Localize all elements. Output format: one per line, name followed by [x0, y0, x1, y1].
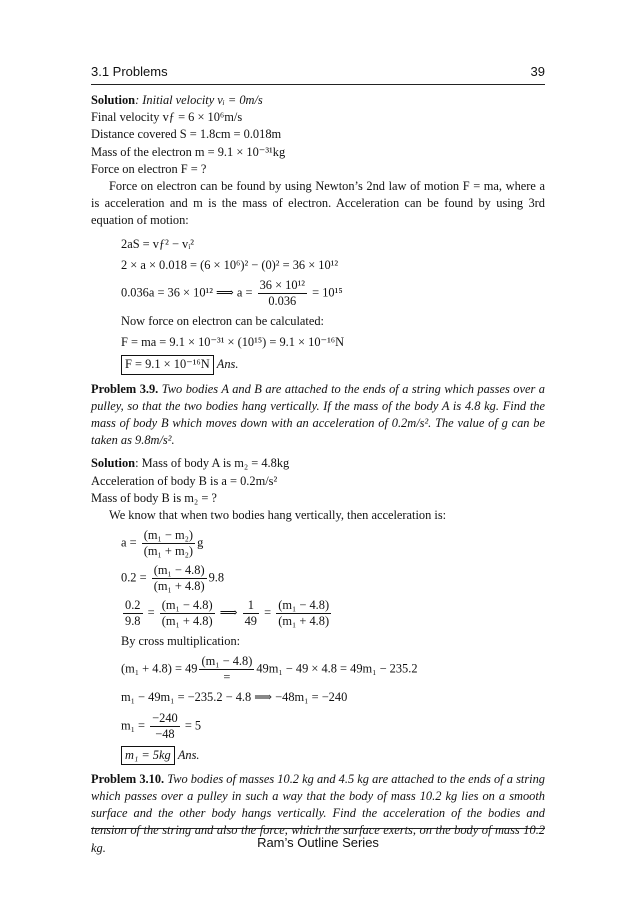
problem-3-9: Problem 3.9. Two bodies A and B are attached to the ends of a string which passes over a pulley, so that the two bodies hang vertically. If the mass of the body A is 4.8 kg. Find the mass of body B which moves down with an acceleration of 0.2m/s². The value of g can be taken as 9.8m/s².: [91, 381, 545, 448]
equation-6: a = $\frac{\text{(m₁ − m₂)}}{\text{(m₁ + m₂)}}$ g: [121, 528, 204, 559]
equation-11: m₁ − 49m₁ = −235.2 − 4.8 ⟹ −48m₁ = −240: [121, 690, 348, 705]
page-content: [91, 92, 545, 857]
solution-1-paragraph: Force on electron can be found by using Newton’s 2nd law of motion F = ma, where a is acceleration and m is the mass of electron. Acceleration can be found by using 3rd equation of motion:: [91, 179, 545, 228]
answer-box: F = 9.1 × 10⁻¹⁶N: [121, 355, 214, 374]
answer-1: F = 9.1 × 10⁻¹⁶N Ans.: [91, 355, 545, 374]
equation-12: m₁ = $\frac{-240}{-48}$ = 5: [121, 710, 202, 741]
section-title: 3.1 Problems: [91, 64, 168, 79]
solution-2-line-3: Mass of body B is m₂ = ?: [91, 490, 217, 505]
equation-7: 0.2 = $\frac{\text{(m₁ − 4.8)}}{\text{(m₁ + 4.8)}}$ 9.8: [121, 563, 225, 594]
solution-1-line-1: Solution: Initial velocity vᵢ = 0m/s: [91, 93, 263, 107]
solution-2-line-2: Acceleration of body B is a = 0.2m/s²: [91, 473, 278, 488]
solution-1-line-4: Mass of the electron m = 9.1 × 10⁻³¹kg: [91, 144, 286, 159]
solution-1-line-2: Final velocity vƒ = 6 × 10⁶m/s: [91, 110, 243, 125]
answer-2: m₁ = 5kg Ans.: [91, 746, 545, 765]
problem-3-10: Problem 3.10. Two bodies of masses 10.2 kg and 4.5 kg are attached to the ends of a string which passes over a pulley in such a way that the body of mass 10.2 kg lies on a smooth surface and the other body hangs vertically. Find the acceleration of the bodies and tension of the string and also the force, which the surface exerts, on the body of mass 10.2 kg.: [91, 771, 545, 855]
solution-label: Solution: [91, 93, 136, 107]
solution-2-line-1: Solution: Mass of body A is m₂ = 4.8kg: [91, 456, 290, 471]
fraction: $\frac{\text{36 × 10¹²}}{0.036}$: [259, 278, 306, 309]
solution-1-line-3: Distance covered S = 1.8cm = 0.018m: [91, 127, 282, 142]
equation-3: 0.036a = 36 × 10¹² ⟹ a = $\frac{\text{36 × 10¹²}}{0.036}$ = 10¹⁵: [121, 278, 343, 309]
equation-10: (m₁ + 4.8) = 49 $\frac{\text{(m₁ − 4.8)}}{=}$ 49m₁ − 49 × 4.8 = 49m₁ − 235.2: [121, 654, 418, 685]
solution-1-line-5: Force on electron F = ?: [91, 161, 207, 176]
equation-5: F = ma = 9.1 × 10⁻³¹ × (10¹⁵) = 9.1 × 10⁻¹⁶N: [121, 335, 345, 350]
page-header: [91, 64, 545, 85]
page-footer: Ram’s Outline Series: [91, 828, 545, 850]
solution-2-line-4: We know that when two bodies hang vertically, then acceleration is:: [109, 508, 447, 523]
answer-box: m₁ = 5kg: [121, 746, 175, 765]
equation-9: By cross multiplication:: [121, 634, 241, 649]
equation-4: Now force on electron can be calculated:: [121, 314, 324, 329]
equation-8: $\frac{0.2}{9.8}$ = $\frac{\text{(m₁ − 4.8)}}{\text{(m₁ + 4.8)}}$ ⟹ $\frac{1}{49}$ = $\frac{\text{(m₁ − 4.8)}}{\text{(m₁ + 4.8)}}$: [125, 598, 330, 629]
page-number: 39: [530, 64, 545, 79]
equation-1: 2aS = vƒ² − vᵢ²: [121, 236, 194, 251]
equation-2: 2 × a × 0.018 = (6 × 10⁶)² − (0)² = 36 × 10¹²: [121, 257, 339, 272]
